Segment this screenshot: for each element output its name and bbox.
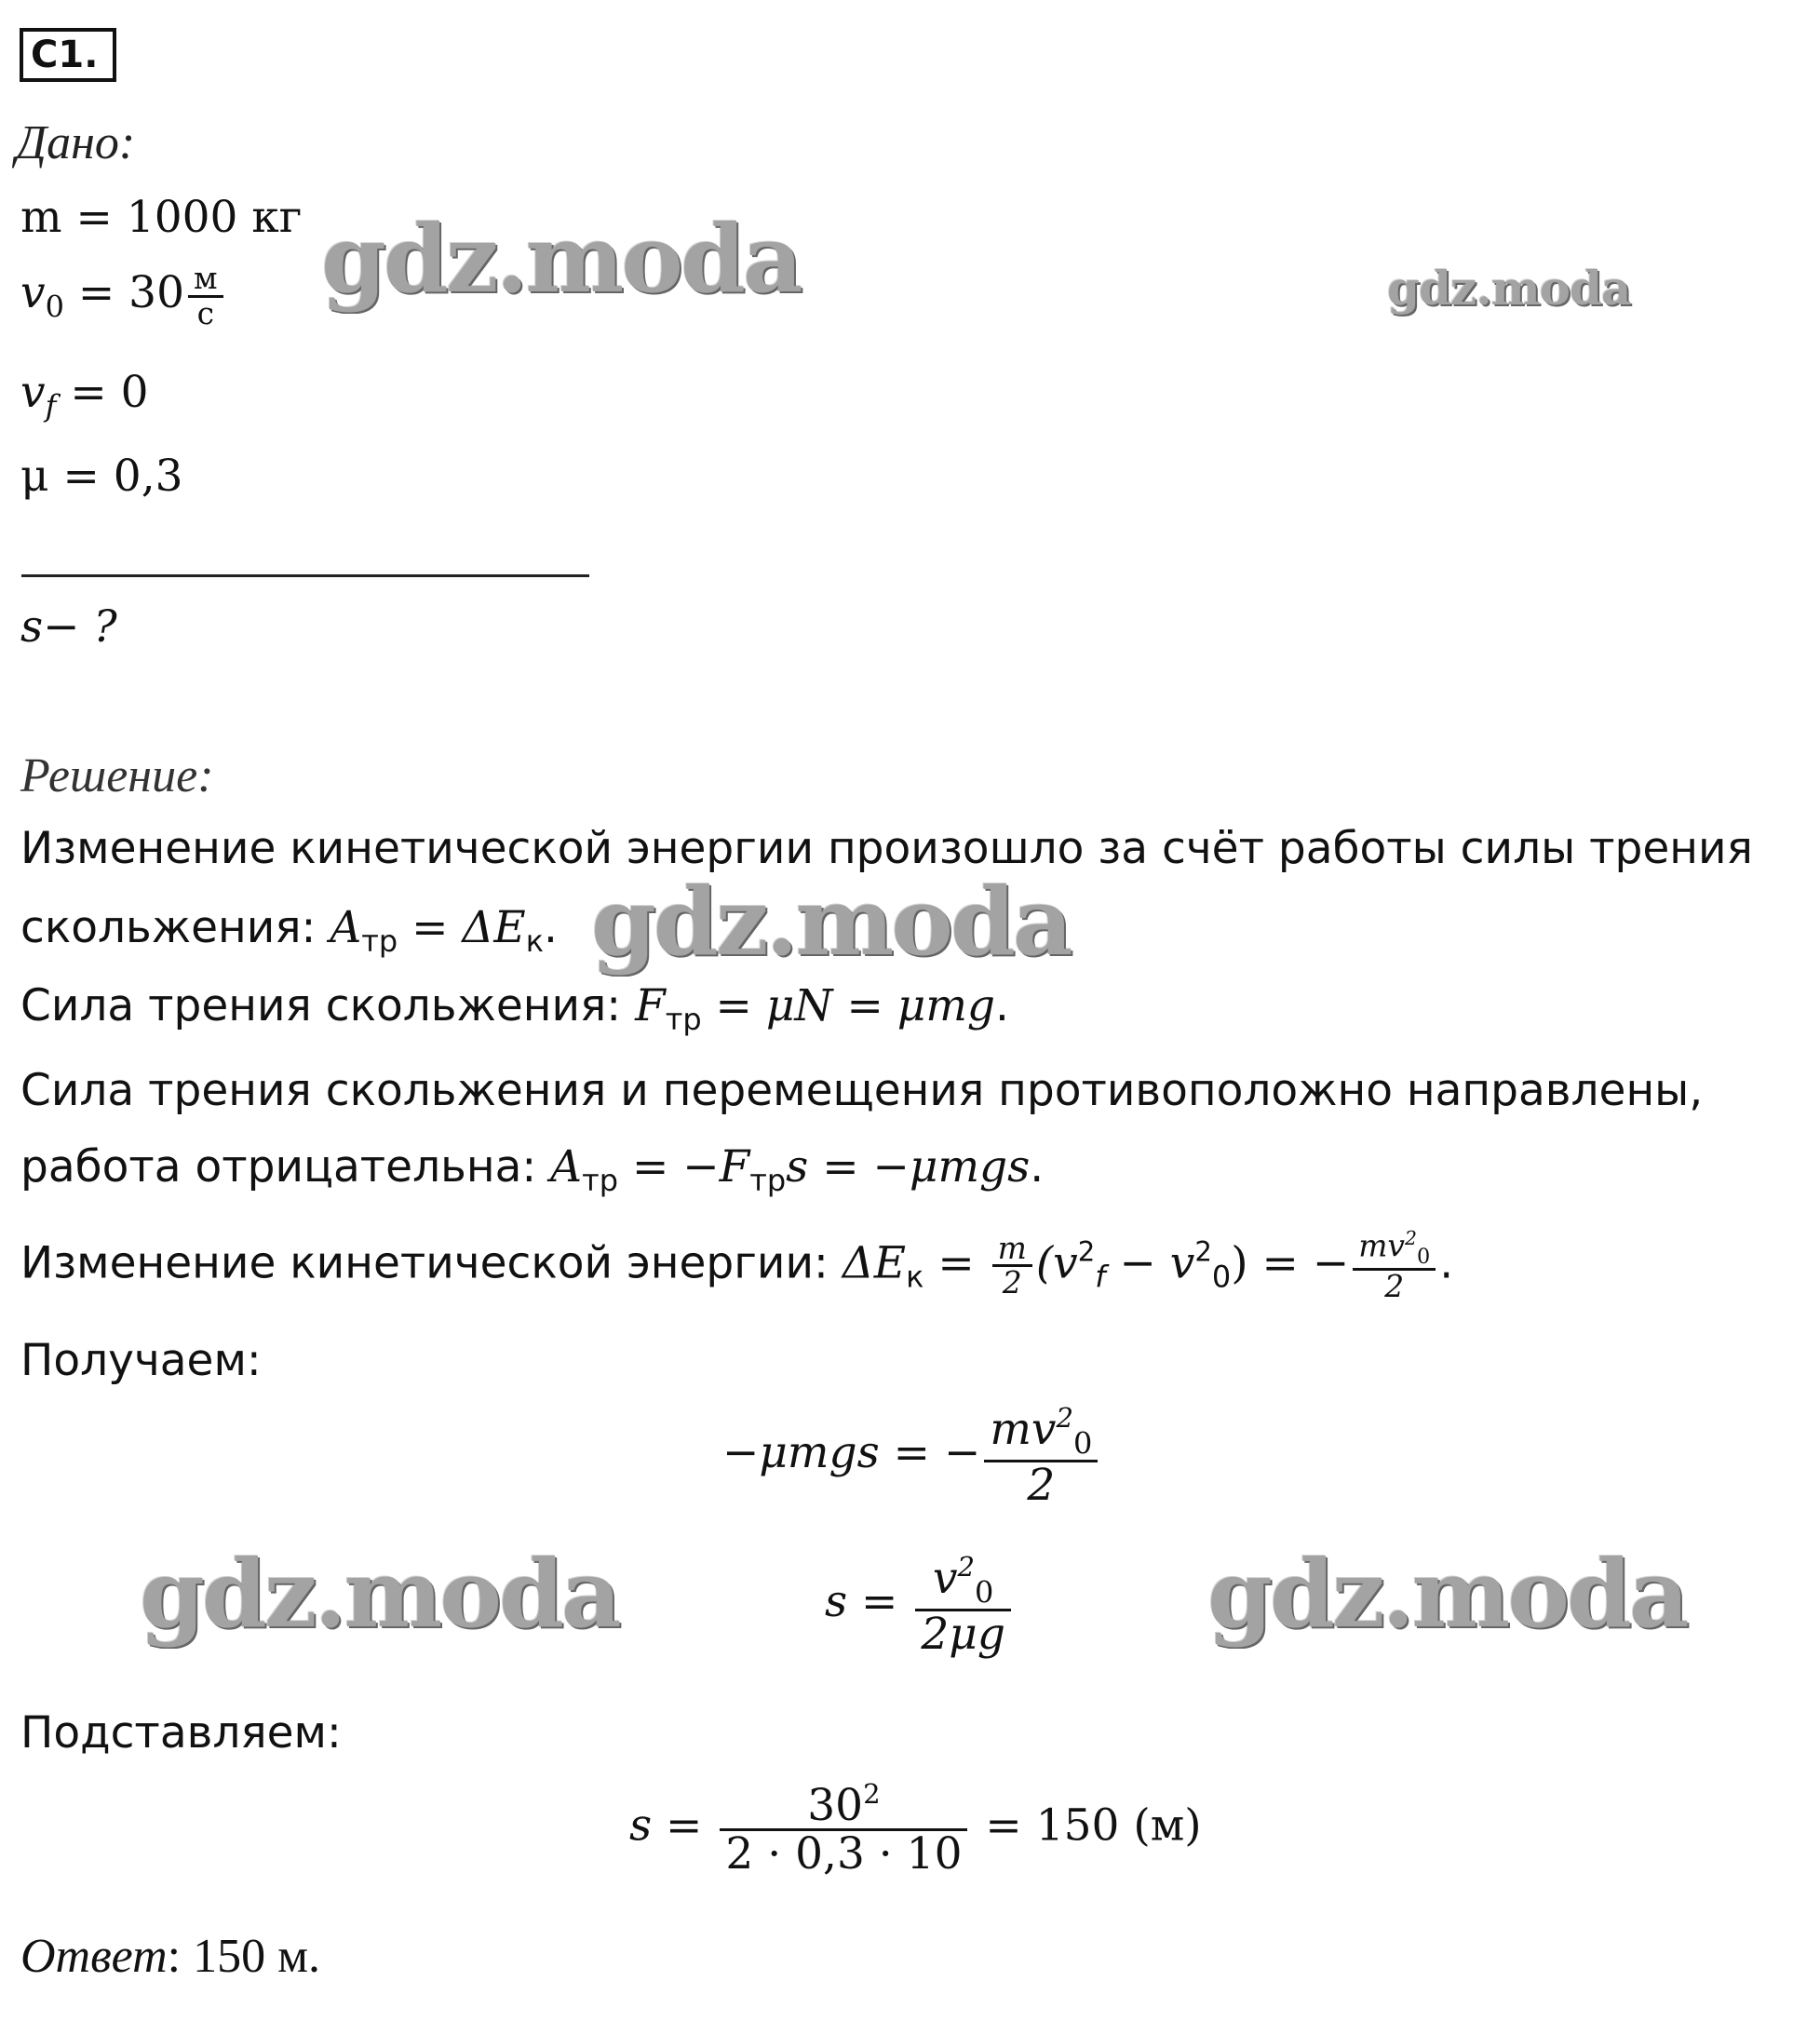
watermark-3: gdz.moda — [591, 867, 1071, 977]
watermark-4: gdz.moda — [140, 1539, 619, 1649]
given-heading: Дано: — [16, 116, 136, 169]
equation-1: −μmgs = − $\frac{mv^2_0}{2}$ — [722, 1404, 1101, 1508]
given-divider — [21, 574, 589, 577]
solution-line-6: Изменение кинетической энергии: $\Delta E_к$ = $\frac{m}{2}$ $(v^2_f - v^2_0)$ = − $\frac{mv^2_0}{2}$ . — [20, 1227, 1454, 1305]
watermark-5: gdz.moda — [1207, 1539, 1687, 1649]
given-vf: $v_f = 0$ — [20, 367, 149, 425]
solution-line-4: Сила трения скольжения и перемещения противоположно направлены, — [20, 1065, 1704, 1116]
solution-line-1: Изменение кинетической энергии произошло за счёт работы силы трения — [20, 823, 1753, 874]
watermark-2: gdz.moda — [1387, 261, 1631, 316]
watermark-1: gdz.moda — [321, 204, 801, 314]
given-mu: μ = 0,3 — [20, 451, 183, 502]
solution-line-8: Подставляем: — [20, 1707, 342, 1759]
equation-3: s = $\frac{30^2}{2 \cdot 0,3 \cdot 10}$ = 150 (м) — [629, 1778, 1202, 1880]
given-v0: $v_0 = 30$ $\frac{м}{с}$ — [20, 263, 227, 330]
problem-label: С1. — [20, 28, 116, 82]
equation-2: s = $\frac{v^2_0}{2\mu g}$ — [825, 1553, 1015, 1657]
find-s: s− ? — [20, 601, 117, 653]
solution-line-3: Сила трения скольжения: $F_{тр} = \mu N = \mu mg$. — [20, 980, 1009, 1038]
solution-line-7: Получаем: — [20, 1335, 262, 1386]
answer-line: Ответ: 150 м. — [20, 1930, 320, 1983]
solution-heading: Решение: — [20, 749, 214, 802]
solution-line-2: скольжения: $A_{тр} = \Delta E_к$. — [20, 902, 558, 960]
solution-line-5: работа отрицательна: $A_{тр} = -F_{тр}s = -\mu mgs$. — [20, 1141, 1045, 1199]
given-mass: m = 1000 кг — [20, 192, 303, 243]
